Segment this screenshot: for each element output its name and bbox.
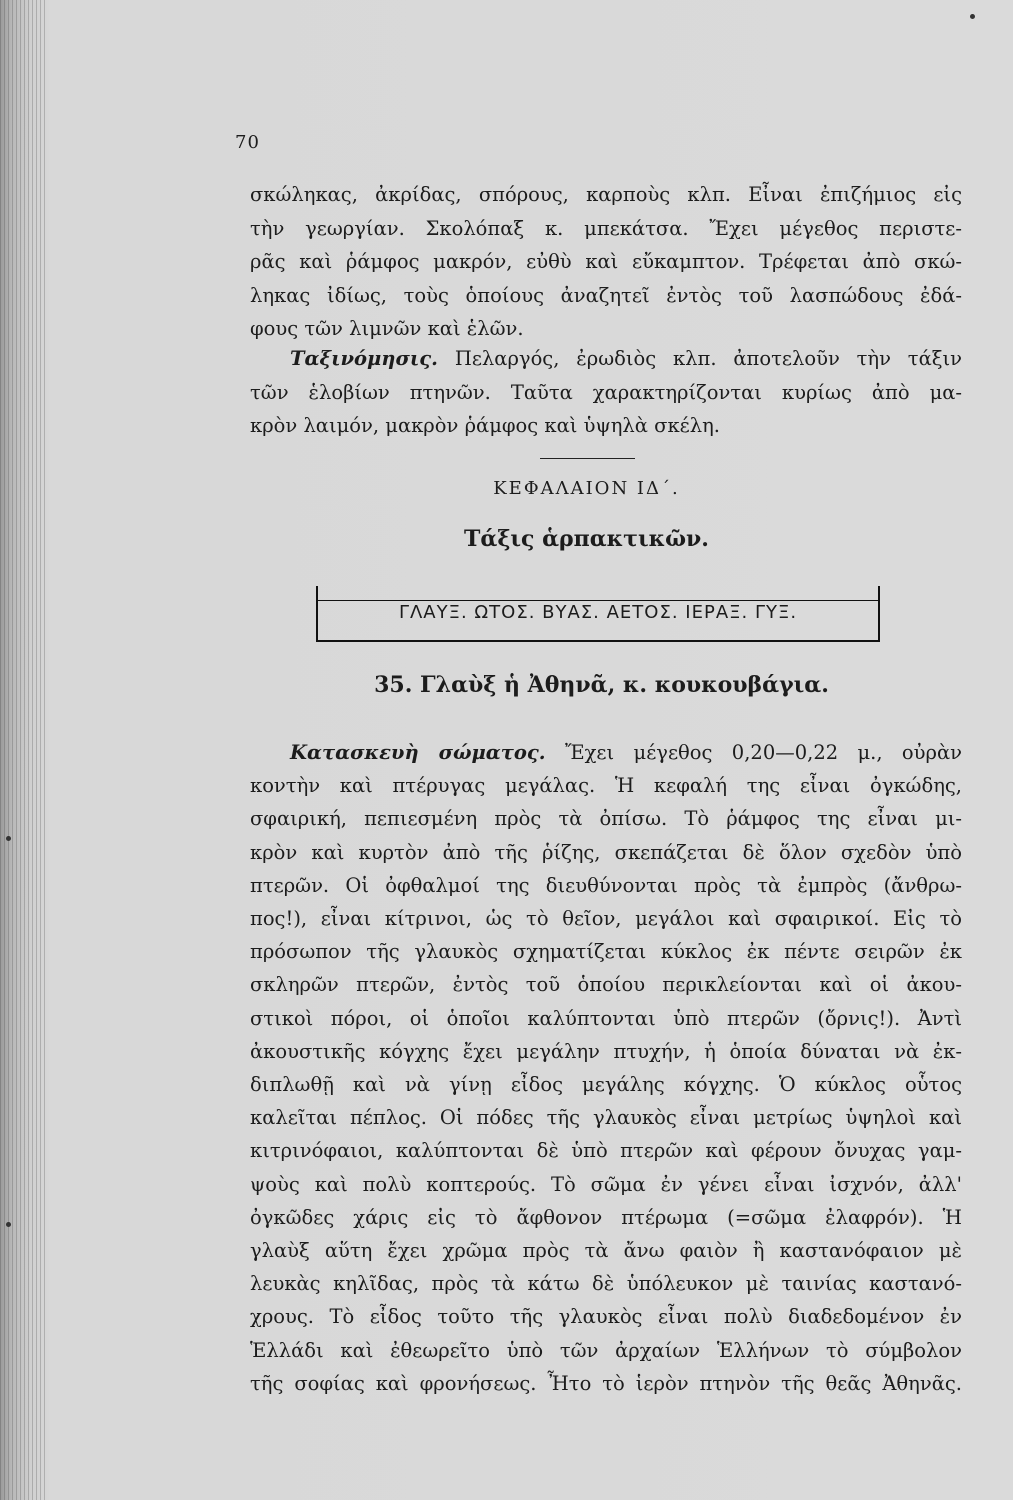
section-heading: 35. Γλαὺξ ἡ Ἀθηνᾶ, κ. κουκουβάγια. — [374, 672, 829, 698]
text-line: σκώληκας, ἀκρίδας, σπόρους, καρποὺς κλπ. Εἶναι ἐπιζήμιος εἰς — [250, 183, 962, 206]
text-line: Ἑλλάδι καὶ ἐθεωρεῖτο ὑπὸ τῶν ἀρχαίων Ἑλλήνων τὸ σύμβολον — [250, 1338, 962, 1362]
page-binding-edge — [0, 0, 48, 1500]
text-line: καλεῖται πέπλος. Οἱ πόδες τῆς γλαυκὸς εἶναι μετρίως ὑψηλοὶ καὶ — [250, 1106, 962, 1130]
text-line: κρὸν καὶ κυρτὸν ἀπὸ τῆς ῥίζης, σκεπάζεται δὲ ὅλον σχεδὸν ὑπὸ — [250, 840, 962, 864]
paragraph-lead: Ταξινόμησις. — [290, 347, 438, 370]
genera-list: ΓΛΑΥΞ. ΩΤΟΣ. ΒΥΑΣ. ΑΕΤΟΣ. ΙΕΡΑΞ. ΓΥΞ. — [398, 602, 798, 623]
page-number: 70 — [235, 132, 260, 153]
text-line: ὀγκῶδες χάρις εἰς τὸ ἄφθονον πτέρωμα (=σῶμα ἐλαφρόν). Ἡ — [250, 1205, 962, 1229]
speck-mark — [6, 1222, 11, 1227]
text-line: κρὸν λαιμόν, μακρὸν ῥάμφος καὶ ὑψηλὰ σκέλη. — [250, 414, 720, 437]
text-line: κιτρινόφαιοι, καλύπτονται δὲ ὑπὸ πτερῶν καὶ φέρουν ὄνυχας γαμ- — [250, 1139, 962, 1163]
text-line: γλαὺξ αὕτη ἔχει χρῶμα πρὸς τὰ ἄνω φαιὸν ἢ καστανόφαιον μὲ — [250, 1239, 962, 1263]
order-title: Τάξις ἁρπακτικῶν. — [464, 526, 709, 552]
paragraph-lead: Κατασκευὴ σώματος. — [290, 741, 546, 764]
text-line: τῆς σοφίας καὶ φρονήσεως. Ἦτο τὸ ἱερὸν πτηνὸν τῆς θεᾶς Ἀθηνᾶς. — [250, 1371, 962, 1395]
text-line: ψοὺς καὶ πολὺ κοπτερούς. Τὸ σῶμα ἐν γένει εἶναι ἰσχνόν, ἀλλ' — [250, 1172, 962, 1196]
text-line: διπλωθῇ καὶ νὰ γίνῃ εἶδος μεγάλης κόγχης. Ὁ κύκλος οὗτος — [250, 1073, 962, 1097]
text-line: πος!), εἶναι κίτρινοι, ὡς τὸ θεῖον, μεγάλοι καὶ σφαιρικοί. Εἰς τὸ — [250, 907, 962, 931]
chapter-title: ΚΕΦΑΛΑΙΟΝ ΙΔ΄. — [493, 478, 680, 499]
paragraph-2 — [250, 342, 962, 443]
text-line-body: Πελαργός, ἐρωδιὸς κλπ. ἀποτελοῦν τὴν τάξιν — [454, 347, 962, 370]
text-line: σφαιρική, πεπιεσμένη πρὸς τὰ ὀπίσω. Τὸ ῥάμφος της εἶναι μι- — [250, 807, 962, 831]
text-line: τὴν γεωργίαν. Σκολόπαξ κ. μπεκάτσα. Ἔχει μέγεθος περιστε- — [250, 216, 962, 240]
text-line: σκληρῶν πτερῶν, ἐντὸς τοῦ ὁποίου περικλείονται καὶ οἱ ἀκου- — [250, 973, 962, 997]
genera-box — [316, 586, 880, 642]
text-line: πτερῶν. Οἱ ὀφθαλμοί της διευθύνονται πρὸς τὰ ἐμπρὸς (ἄνθρω- — [250, 873, 962, 897]
text-line: ἀκουστικῆς κόγχης ἔχει μεγάλην πτυχήν, ἡ ὁποία δύναται νὰ ἐκ- — [250, 1039, 962, 1063]
text-line — [250, 342, 962, 376]
text-line-body: Ἔχει μέγεθος 0,20—0,22 μ., οὐρὰν — [564, 741, 962, 764]
text-line: χρους. Τὸ εἶδος τοῦτο τῆς γλαυκὸς εἶναι πολὺ διαδεδομένον ἐν — [250, 1305, 962, 1329]
paragraph-1 — [250, 178, 962, 346]
text-line: πρόσωπον τῆς γλαυκὸς σχηματίζεται κύκλος ἐκ πέντε σειρῶν ἐκ — [250, 940, 962, 964]
text-line: τῶν ἑλοβίων πτηνῶν. Ταῦτα χαρακτηρίζονται κυρίως ἀπὸ μα- — [250, 380, 962, 404]
text-line: ρᾶς καὶ ῥάμφος μακρόν, εὐθὺ καὶ εὔκαμπτον. Τρέφεται ἀπὸ σκώ- — [250, 250, 962, 273]
speck-mark — [970, 14, 975, 19]
text-line: στικοὶ πόροι, οἱ ὁποῖοι καλύπτονται ὑπὸ πτερῶν (ὄρνις!). Ἀντὶ — [250, 1006, 962, 1030]
text-line: φους τῶν λιμνῶν καὶ ἑλῶν. — [250, 317, 524, 340]
speck-mark — [6, 836, 11, 841]
text-line: λευκὰς κηλῖδας, πρὸς τὰ κάτω δὲ ὑπόλευκον μὲ ταινίας καστανό- — [250, 1272, 962, 1296]
text-line — [250, 736, 962, 769]
paragraph-3 — [250, 736, 962, 1400]
text-line: κοντὴν καὶ πτέρυγας μεγάλας. Ἡ κεφαλή της εἶναι ὀγκώδης, — [250, 774, 962, 798]
section-divider — [540, 458, 635, 459]
text-line: ληκας ἰδίως, τοὺς ὁποίους ἀναζητεῖ ἐντὸς τοῦ λασπώδους ἐδά- — [250, 283, 962, 307]
